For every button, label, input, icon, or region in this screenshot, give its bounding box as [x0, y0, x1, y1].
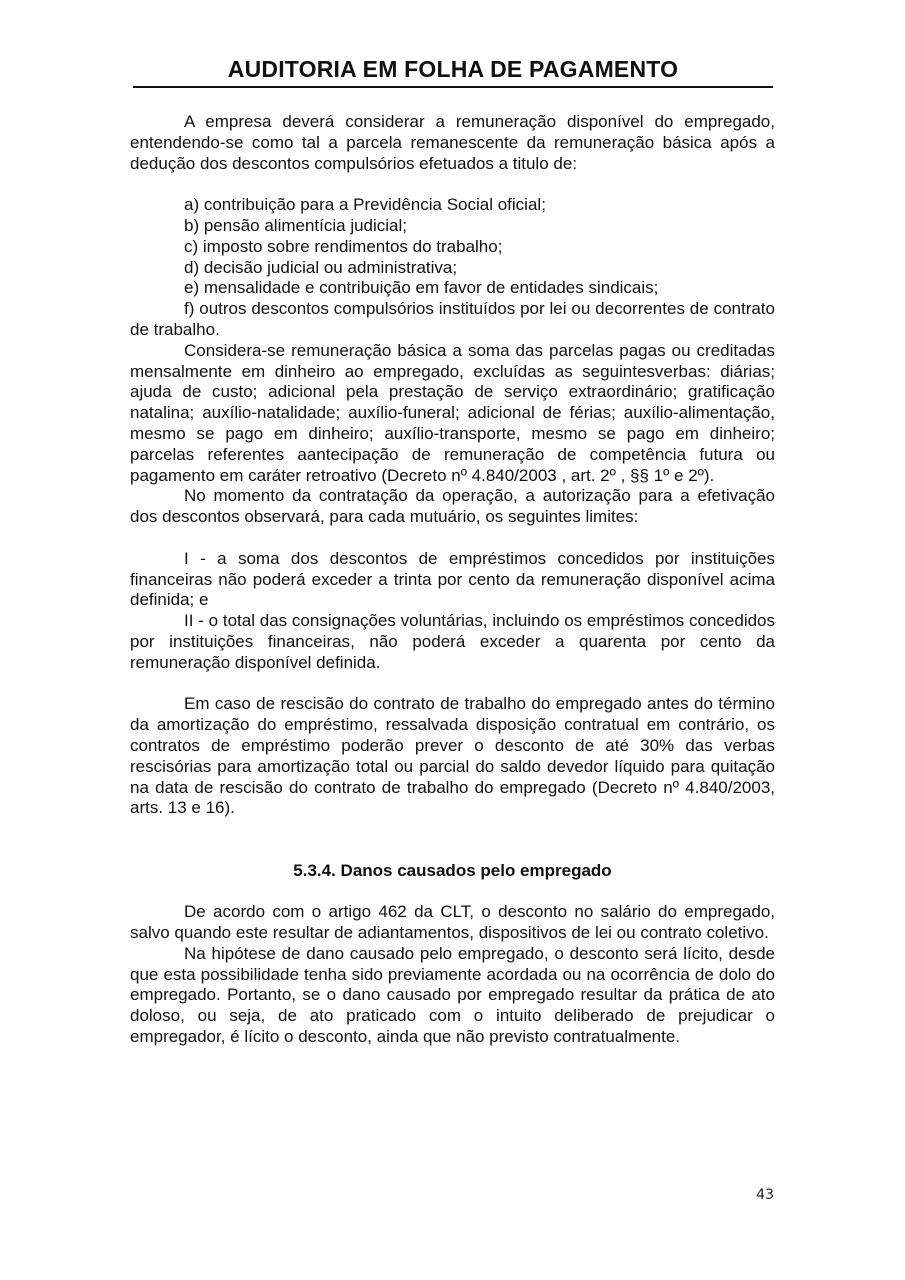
limit-item-2: II - o total das consignações voluntárias, incluindo os empréstimos concedidos por instituições financeiras, não poderá exceder a quarenta por cento da remuneração disponível definida.	[130, 611, 775, 672]
termination-paragraph: Em caso de rescisão do contrato de trabalho do empregado antes do término da amortização do empréstimo, ressalvada disposição contratual em contrário, os contratos de empréstimo poderão prever o desconto de até 30% das verbas rescisórias para amortização total ou parcial do saldo devedor líquido para quitação na data de rescisão do contrato de trabalho do empregado (Decreto nº 4.840/2003, arts. 13 e 16).	[130, 694, 775, 818]
spacer	[130, 174, 775, 195]
damage-paragraph: Na hipótese de dano causado pelo empregado, o desconto será lícito, desde que esta possibilidade tenha sido previamente acordada ou na ocorrência de dolo do empregado. Portanto, se o dano causado por empregado resultar da prática de ato doloso, ou seja, de ato praticado com o intuito deliberado de prejudicar o empregador, é lícito o desconto, ainda que não previsto contratualmente.	[130, 943, 775, 1047]
contracting-limits-paragraph: No momento da contratação da operação, a autorização para a efetivação dos descontos observará, para cada mutuário, os seguintes limites:	[130, 486, 775, 527]
section-heading: 5.3.4. Danos causados pelo empregado	[293, 860, 612, 880]
spacer	[130, 840, 775, 861]
page-header-title: AUDITORIA EM FOLHA DE PAGAMENTO	[227, 56, 679, 82]
spacer	[130, 819, 775, 840]
deduction-item-f: f) outros descontos compulsórios instituídos por lei ou decorrentes de contrato de trabalho.	[130, 299, 775, 339]
page-number: 43	[756, 1187, 774, 1203]
header-underline	[133, 86, 773, 88]
deduction-item-c: c) imposto sobre rendimentos do trabalho;	[184, 236, 503, 256]
spacer	[130, 674, 775, 695]
spacer	[130, 881, 775, 902]
basic-remuneration-paragraph: Considera-se remuneração básica a soma das parcelas pagas ou creditadas mensalmente em dinheiro ao empregado, excluídas as seguintesverbas: diárias; ajuda de custo; adicional pela prestação de serviço extraordinário; gratificação natalina; auxílio-natalidade; auxílio-funeral; adicional de férias; auxílio-alimentação, mesmo se pago em dinheiro; auxílio-transporte, mesmo se pago em dinheiro; parcelas referentes aantecipação de remuneração de competência futura ou pagamento em caráter retroativo (Decreto nº 4.840/2003 , art. 2º , §§ 1º e 2º).	[130, 340, 775, 485]
deduction-item-b: b) pensão alimentícia judicial;	[184, 215, 408, 235]
page-body	[130, 112, 775, 1048]
intro-paragraph: A empresa deverá considerar a remuneração disponível do empregado, entendendo-se como tal a parcela remanescente da remuneração básica após a dedução dos descontos compulsórios efetuados a titulo de:	[130, 112, 775, 173]
deduction-item-a: a) contribuição para a Previdência Social oficial;	[184, 195, 546, 215]
deduction-item-d: d) decisão judicial ou administrativa;	[184, 257, 458, 277]
clt-article-paragraph: De acordo com o artigo 462 da CLT, o desconto no salário do empregado, salvo quando este resultar de adiantamentos, dispositivos de lei ou contrato coletivo.	[130, 902, 775, 943]
spacer	[130, 528, 775, 549]
deduction-item-e: e) mensalidade e contribuição em favor de entidades sindicais;	[184, 278, 659, 298]
limit-item-1: I - a soma dos descontos de empréstimos concedidos por instituições financeiras não poderá exceder a trinta por cento da remuneração disponível acima definida; e	[130, 548, 775, 610]
